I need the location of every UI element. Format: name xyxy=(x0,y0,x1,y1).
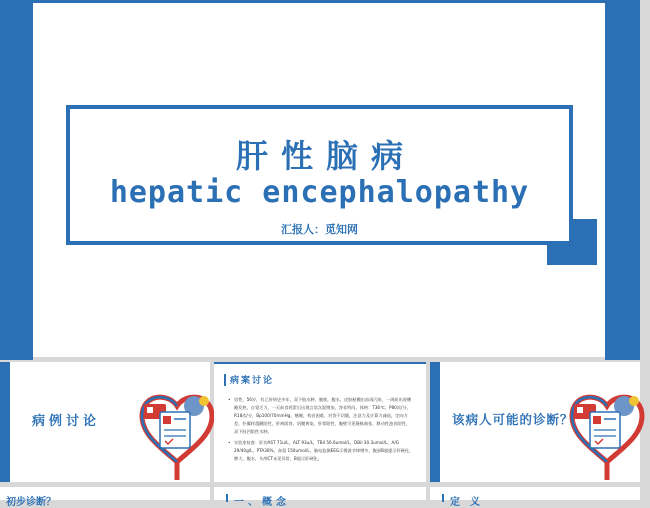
thumbnail-title: 病例讨论 xyxy=(32,414,101,429)
case-paragraph: • 实验室检查：肝功AST 71u/L，ALT 93u/L，TBil 56.6umol/L，DBil 30.3umol/L，A/G 29/40g/L，PTA38%，血氨 150umol/L，脑电监测EEG示慢波节律增多，腹部B超提示肝硬化、脾大、腹水，头颅CT未见异常，B超示肝硬化。 xyxy=(228,440,414,461)
title-english: hepatic encephalopathy xyxy=(109,175,530,210)
section-marker xyxy=(224,374,226,386)
thumbnail-title: 一、概念 xyxy=(234,497,290,508)
reporter-label: 汇报人：觅知网 xyxy=(281,223,358,236)
title-chinese: 肝性脑病 xyxy=(235,137,416,175)
section-marker xyxy=(226,494,228,502)
case-text xyxy=(228,396,414,466)
heart-stethoscope-icon xyxy=(134,386,220,480)
section-title: 病案讨论 xyxy=(230,376,275,386)
slide-thumbnail-4[interactable] xyxy=(0,487,210,508)
case-paragraph: • 男性，56岁，有乙肝病史多年，双下肢水肿，腹胀，腹水，皮肤粘膜出血再闪来，一周前出现嗜睡发热，自觉乏力，一天前食鸡蛋后出现言语含混增加，答非所问。体格：T36℃，P80次/分，R18次/分，Bp100/70mmHg，嗜睡，构音困难，对答不切题，注意力及计算力减退，定向力差，扑翼样震颤阳性，肝病面容，巩膜黄染，肝掌阳性，腹壁可见静脉曲张，移动性浊音阳性，双下肢凹陷性水肿。 xyxy=(228,397,412,434)
slide-thumbnail-6[interactable] xyxy=(430,487,640,508)
right-accent-bar xyxy=(605,3,640,360)
slide-thumbnail-3[interactable] xyxy=(430,362,640,482)
slide-thumbnail-5[interactable] xyxy=(214,487,426,508)
heart-stethoscope-icon xyxy=(564,386,650,480)
section-marker xyxy=(442,494,444,502)
left-accent-bar xyxy=(0,3,33,360)
slide-thumbnail-1[interactable] xyxy=(0,362,210,482)
thumbnail-title: 定义 xyxy=(450,497,490,508)
slide-thumbnail-2[interactable] xyxy=(214,362,426,482)
thumbnail-title: 初步诊断？ xyxy=(6,497,56,508)
title-frame xyxy=(66,105,573,245)
thumbnail-title: 该病人可能的诊断？ xyxy=(452,412,574,427)
